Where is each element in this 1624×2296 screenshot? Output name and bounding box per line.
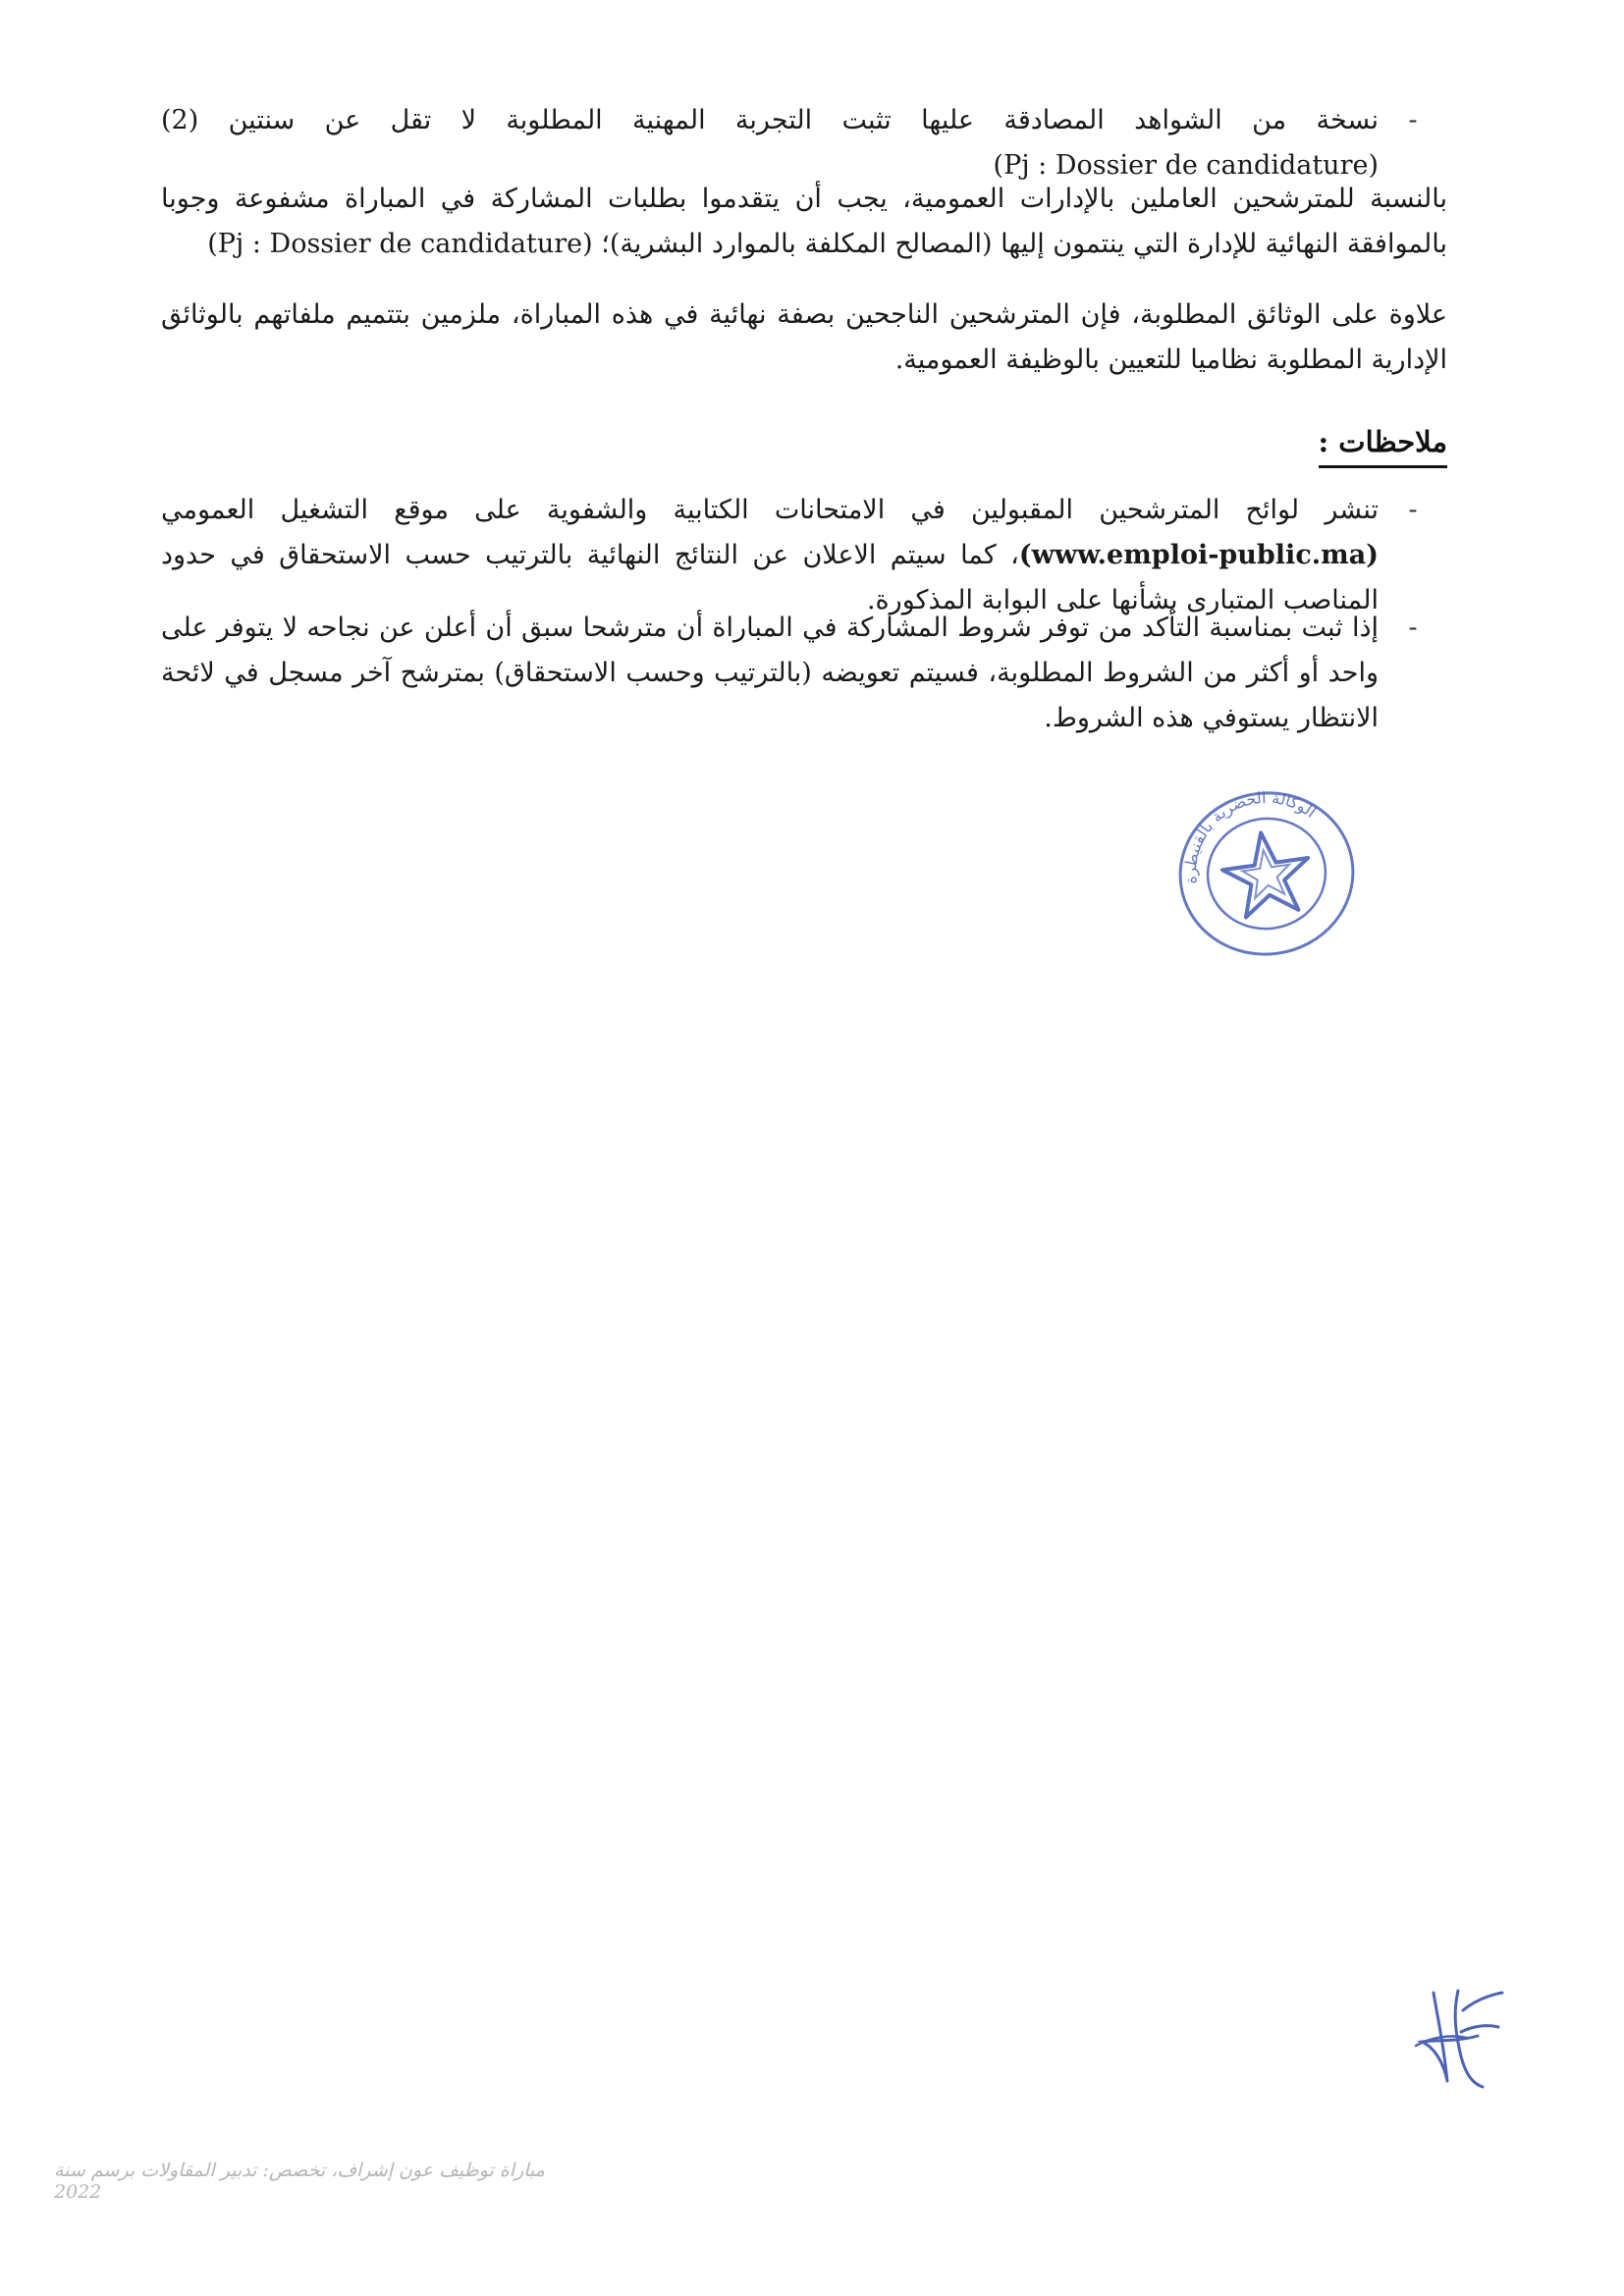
paragraph-text: علاوة على الوثائق المطلوبة، فإن المترشحين الناجحين بصفة نهائية في هذه المباراة، ملزمين بتتميم ملفاتهم بالوثائق الإدارية المطلوبة نظاميا للتعيين بالوظيفة العمومية. <box>161 299 1447 375</box>
bullet-line <box>161 98 1447 188</box>
note-item-replacement <box>161 606 1447 741</box>
page-footer: مباراة توظيف عون إشراف، تخصص: تدبير المقاولات برسم سنة 2022 <box>54 2160 545 2203</box>
attachment-reference: (Pj : Dossier de candidature) <box>993 150 1379 181</box>
official-stamp <box>1168 785 1365 957</box>
notes-heading: ملاحظات : <box>1319 420 1448 468</box>
bullet-text <box>161 488 1379 623</box>
attachment-reference: (Pj : Dossier de candidature) <box>207 229 593 259</box>
stamp-seal-icon <box>1168 785 1365 957</box>
bullet-text <box>161 98 1379 188</box>
bullet-line <box>161 606 1447 741</box>
note-text-after: ، كما سيتم الاعلان عن النتائج النهائية بالترتيب حسب الاستحقاق في حدود المناصب المتبارى بشأنها على البوابة المذكورة. <box>161 540 1379 615</box>
bullet-line <box>161 488 1447 623</box>
paragraph-public-employees <box>161 177 1447 267</box>
bullet-dash: - <box>1408 495 1418 525</box>
note-text-before: تنشر لوائح المترشحين المقبولين في الامتحانات الكتابية والشفوية على موقع التشغيل العمومي <box>161 495 1379 525</box>
item-text: نسخة من الشواهد المصادقة عليها تثبت التجربة المهنية المطلوبة لا تقل عن سنتين (2) <box>161 105 1379 135</box>
website-link[interactable]: (www.emploi-public.ma) <box>1018 540 1379 570</box>
bullet-dash: - <box>1408 105 1418 135</box>
paragraph-text: بالنسبة للمترشحين العاملين بالإدارات العمومية، يجب أن يتقدموا بطلبات المشاركة في المباراة مشفوعة وجوبا بالموافقة النهائية للإدارة التي ينتمون إليها (المصالح المكلفة بالموارد البشرية)؛ <box>161 184 1447 259</box>
paragraph-additional-documents <box>161 293 1447 383</box>
handwritten-signature <box>1404 1973 1512 2096</box>
bullet-text: إذا ثبت بمناسبة التأكد من توفر شروط المشاركة في المباراة أن مترشحا سبق أن أعلن عن نجاحه لا يتوفر على واحد أو أكثر من الشروط المطلوبة، فسيتم تعويضه (بالترتيب وحسب الاستحقاق) بمترشح آخر مسجل في لائحة الانتظار يستوفي هذه الشروط. <box>161 613 1379 733</box>
list-item-experience-certificates <box>161 98 1447 188</box>
signature-icon <box>1404 1973 1512 2096</box>
note-item-lists-publication <box>161 488 1447 623</box>
bullet-dash: - <box>1408 613 1418 643</box>
stamp-ring-text: الوكالة الحضرية بالقنيطرة <box>1180 787 1320 885</box>
